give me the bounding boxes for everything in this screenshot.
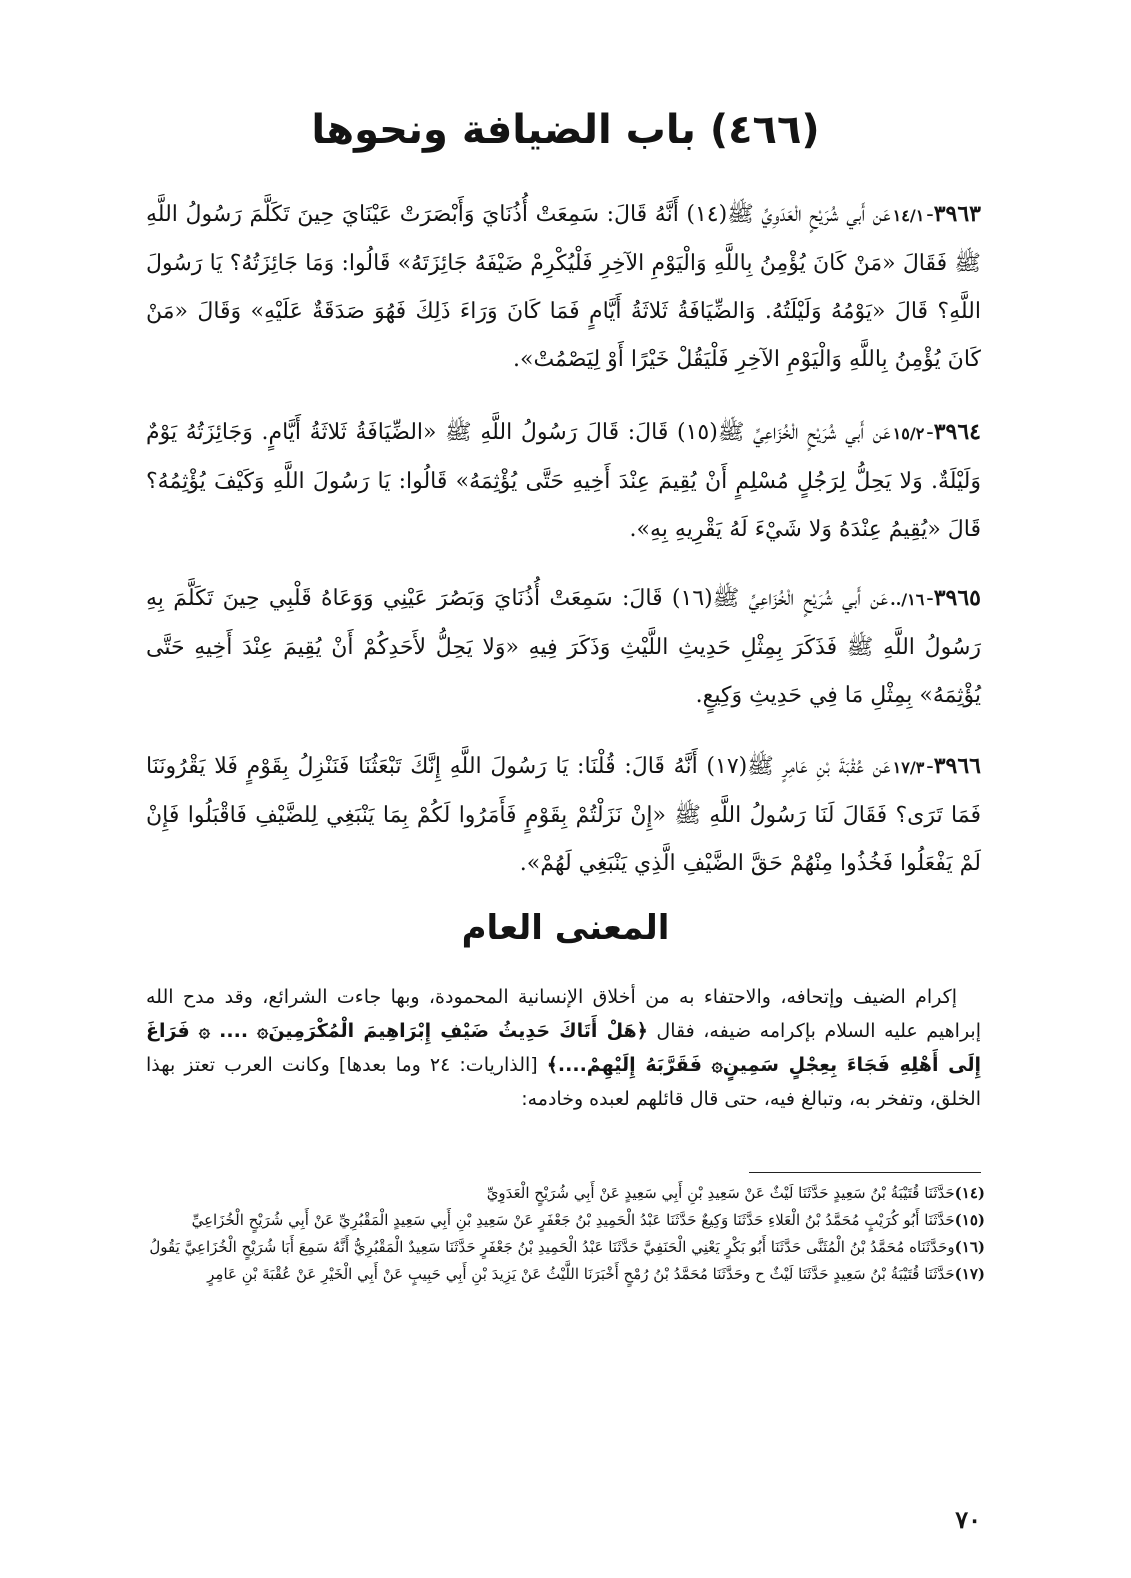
hadith-number: ٣٩٦٦ xyxy=(933,753,981,779)
chapter-title: (٤٦٦) باب الضيافة ونحوها xyxy=(311,107,820,153)
footnote-15 xyxy=(140,1207,985,1234)
footnote-mark: (١٧) xyxy=(954,1265,985,1283)
hadith-3964: ٣٩٦٤-١٥/٢عَن أَبي شُرَيْحٍ الْخُزَاعِيِّ ﷺ(١٥) قَالَ: قَالَ رَسُولُ اللَّهِ ﷺ «الضِّيَافَةُ ثَلاثَةُ أَيَّامٍ. وَجَائِزَتُهُ يَوْمٌ وَلَيْلَةٌ. وَلا يَحِلُّ لِرَجُلٍ مُسْلِمٍ أَنْ يُقِيمَ عِنْدَ أَخِيهِ حَتَّى يُؤْثِمَهُ» قَالُوا: يَا رَسُولَ اللَّهِ وَكَيْفَ يُؤْثِمُهُ؟ قَالَ «يُقِيمُ عِنْدَهُ وَلا شَيْءَ لَهُ يَقْرِيهِ بِهِ». xyxy=(146,419,981,542)
hadith-text: عَن عُقْبَةَ بْنِ عَامِرٍ ﷺ(١٧) أَنَّهُ قَالَ: قُلْنَا: يَا رَسُولَ اللَّهِ إِنَّكَ تَبْعَثُنَا فَنَنْزِلُ بِقَوْمٍ فَلا يَقْرُونَنَا فَمَا تَرَى؟ فَقَالَ لَنَا رَسُولُ اللَّهِ ﷺ «إِنْ نَزَلْتُمْ بِقَوْمٍ فَأَمَرُوا لَكُمْ بِمَا يَنْبَغِي لِلضَّيْفِ فَاقْبَلُوا فَإِنْ لَمْ يَفْعَلُوا فَخُذُوا مِنْهُمْ حَقَّ الضَّيْفِ الَّذِي يَنْبَغِي لَهُمْ». xyxy=(146,754,981,876)
footnote-text: حَدَّثَنَا أَبُو كُرَيْبٍ مُحَمَّدُ بْنُ الْعَلاءِ حَدَّثَنَا وَكِيعٌ حَدَّثَنَا عَبْدُ الْحَمِيدِ بْنُ جَعْفَرٍ عَنْ سَعِيدِ بْنِ أَبِي سَعِيدٍ الْمَقْبُرِيِّ عَنْ أَبِي شُرَيْحٍ الْخُزَاعِيِّ xyxy=(191,1211,955,1229)
footnote-text: حَدَّثَنَا قُتَيْبَةُ بْنُ سَعِيدٍ حَدَّثَنَا لَيْثٌ ح وحَدَّثَنَا مُحَمَّدُ بْنُ رُمْحٍ أَخْبَرَنَا اللَّيْثُ عَنْ يَزِيدَ بْنِ أَبِي حَبِيبٍ عَنْ أَبِي الْخَيْرِ عَنْ عُقْبَةَ بْنِ عَامِرٍ xyxy=(207,1265,955,1283)
footnote-mark: (١٦) xyxy=(954,1238,985,1256)
quran-quote: ﴿هَلْ أَتَاكَ حَدِيثُ ضَيْفِ إِبْرَاهِيمَ الْمُكْرَمِينَ۞ .... ۞ فَرَاغَ إِلَى أَهْلِهِ فَجَاءَ بِعِجْلٍ سَمِينٍ۞ فَقَرَّبَهُ إِلَيْهِمْ....﴾ xyxy=(146,1020,981,1076)
general-meaning-paragraph xyxy=(146,980,981,1116)
footnote-text: وحَدَّثَنَاه مُحَمَّدُ بْنُ الْمُثَنَّى حَدَّثَنَا أَبُو بَكْرٍ يَعْنِي الْحَنَفِيَّ حَدَّثَنَا عَبْدُ الْحَمِيدِ بْنُ جَعْفَرٍ حَدَّثَنَا سَعِيدٌ الْمَقْبُرِيُّ أَنَّهُ سَمِعَ أَبَا شُرَيْحٍ الْخُزَاعِيَّ يَقُولُ xyxy=(149,1238,955,1256)
hadith-ref: ١٥/٢ xyxy=(892,424,925,443)
hadith-ref: ١٦/.. xyxy=(890,590,925,609)
hadith-ref: ١٧/٣ xyxy=(892,758,925,777)
section-title: المعنى العام xyxy=(461,908,670,948)
hadith-3963: ٣٩٦٣-١٤/١عَن أَبي شُرَيْحٍ الْعَدَوِيِّ ﷺ(١٤) أَنَّهُ قَالَ: سَمِعَتْ أُذُنَايَ وَأَبْصَرَتْ عَيْنَايَ حِينَ تَكَلَّمَ رَسُولُ اللَّهِ ﷺ فَقَالَ «مَنْ كَانَ يُؤْمِنُ بِاللَّهِ وَالْيَوْمِ الآخِرِ فَلْيُكْرِمْ ضَيْفَهُ جَائِزَتَهُ» قَالُوا: وَمَا جَائِزَتُهُ؟ يَا رَسُولَ اللَّهِ؟ قَالَ «يَوْمُهُ وَلَيْلَتُهُ. وَالضِّيَافَةُ ثَلاثَةُ أَيَّامٍ فَمَا كَانَ وَرَاءَ ذَلِكَ فَهُوَ صَدَقَةٌ عَلَيْهِ» وَقَالَ «مَنْ كَانَ يُؤْمِنُ بِاللَّهِ وَالْيَوْمِ الآخِرِ فَلْيَقُلْ خَيْرًا أَوْ لِيَصْمُتْ». xyxy=(146,201,981,372)
hadith-number: ٣٩٦٤ xyxy=(933,419,981,445)
body-text-part1: إكرام الضيف وإتحافه، والاحتفاء به من أخلاق الإنسانية المحمودة، وبها جاءت الشرائع، وقد مدح الله إبراهيم عليه السلام بإكرامه ضيفه، فقال xyxy=(146,986,981,1042)
footnote-text: حَدَّثَنَا قُتَيْبَةُ بْنُ سَعِيدٍ حَدَّثَنَا لَيْثٌ عَنْ سَعِيدِ بْنِ أَبِي سَعِيدٍ عَنْ أَبِي شُرَيْحٍ الْعَدَوِيِّ xyxy=(486,1184,955,1202)
hadith-number: ٣٩٦٣ xyxy=(933,201,981,227)
footnotes-list xyxy=(140,1180,985,1288)
footnote-divider xyxy=(749,1172,981,1173)
body-text-part2: [الذاريات: ٢٤ وما بعدها] وكانت العرب تعتز بهذا الخلق، وتفخر به، وتبالغ فيه، حتى قال قائلهم لعبده وخادمه: xyxy=(146,1054,981,1110)
hadith-text: عَن أَبي شُرَيْحٍ الْعَدَوِيِّ ﷺ(١٤) أَنَّهُ قَالَ: سَمِعَتْ أُذُنَايَ وَأَبْصَرَتْ عَيْنَايَ حِينَ تَكَلَّمَ رَسُولُ اللَّهِ ﷺ فَقَالَ «مَنْ كَانَ يُؤْمِنُ بِاللَّهِ وَالْيَوْمِ الآخِرِ فَلْيُكْرِمْ ضَيْفَهُ جَائِزَتَهُ» قَالُوا: وَمَا جَائِزَتُهُ؟ يَا رَسُولَ اللَّهِ؟ قَالَ «يَوْمُهُ وَلَيْلَتُهُ. وَالضِّيَافَةُ ثَلاثَةُ أَيَّامٍ فَمَا كَانَ وَرَاءَ ذَلِكَ فَهُوَ صَدَقَةٌ عَلَيْهِ» وَقَالَ «مَنْ كَانَ يُؤْمِنُ بِاللَّهِ وَالْيَوْمِ الآخِرِ فَلْيَقُلْ خَيْرًا أَوْ لِيَصْمُتْ». xyxy=(146,202,981,372)
footnote-mark: (١٥) xyxy=(954,1211,985,1229)
hadith-text: عَن أَبي شُرَيْحٍ الْخُزَاعِيِّ ﷺ(١٥) قَالَ: قَالَ رَسُولُ اللَّهِ ﷺ «الضِّيَافَةُ ثَلاثَةُ أَيَّامٍ. وَجَائِزَتُهُ يَوْمٌ وَلَيْلَةٌ. وَلا يَحِلُّ لِرَجُلٍ مُسْلِمٍ أَنْ يُقِيمَ عِنْدَ أَخِيهِ حَتَّى يُؤْثِمَهُ» قَالُوا: يَا رَسُولَ اللَّهِ وَكَيْفَ يُؤْثِمُهُ؟ قَالَ «يُقِيمُ عِنْدَهُ وَلا شَيْءَ لَهُ يَقْرِيهِ بِهِ». xyxy=(146,420,981,542)
page-number: ٧٠ xyxy=(955,1505,981,1534)
hadith-text: عَن أَبي شُرَيْحٍ الْخُزَاعِيِّ ﷺ(١٦) قَالَ: سَمِعَتْ أُذُنَايَ وَبَصُرَ عَيْنِي وَوَعَاهُ قَلْبِي حِينَ تَكَلَّمَ بِهِ رَسُولُ اللَّهِ ﷺ فَذَكَرَ بِمِثْلِ حَدِيثِ اللَّيْثِ وَذَكَرَ فِيهِ «وَلا يَحِلُّ لأَحَدِكُمْ أَنْ يُقِيمَ عِنْدَ أَخِيهِ حَتَّى يُؤْثِمَهُ» بِمِثْلِ مَا فِي حَدِيثِ وَكِيعٍ. xyxy=(146,586,981,708)
hadith-number: ٣٩٦٥ xyxy=(933,585,981,611)
footnote-mark: (١٤) xyxy=(954,1184,985,1202)
hadith-3966: ٣٩٦٦-١٧/٣عَن عُقْبَةَ بْنِ عَامِرٍ ﷺ(١٧) أَنَّهُ قَالَ: قُلْنَا: يَا رَسُولَ اللَّهِ إِنَّكَ تَبْعَثُنَا فَنَنْزِلُ بِقَوْمٍ فَلا يَقْرُونَنَا فَمَا تَرَى؟ فَقَالَ لَنَا رَسُولُ اللَّهِ ﷺ «إِنْ نَزَلْتُمْ بِقَوْمٍ فَأَمَرُوا لَكُمْ بِمَا يَنْبَغِي لِلضَّيْفِ فَاقْبَلُوا فَإِنْ لَمْ يَفْعَلُوا فَخُذُوا مِنْهُمْ حَقَّ الضَّيْفِ الَّذِي يَنْبَغِي لَهُمْ». xyxy=(146,753,981,876)
footnote-17 xyxy=(140,1261,985,1288)
footnote-16 xyxy=(140,1234,985,1261)
hadith-ref: ١٤/١ xyxy=(892,206,925,225)
hadith-3965: ٣٩٦٥-١٦/..عَن أَبي شُرَيْحٍ الْخُزَاعِيِّ ﷺ(١٦) قَالَ: سَمِعَتْ أُذُنَايَ وَبَصُرَ عَيْنِي وَوَعَاهُ قَلْبِي حِينَ تَكَلَّمَ بِهِ رَسُولُ اللَّهِ ﷺ فَذَكَرَ بِمِثْلِ حَدِيثِ اللَّيْثِ وَذَكَرَ فِيهِ «وَلا يَحِلُّ لأَحَدِكُمْ أَنْ يُقِيمَ عِنْدَ أَخِيهِ حَتَّى يُؤْثِمَهُ» بِمِثْلِ مَا فِي حَدِيثِ وَكِيعٍ. xyxy=(146,585,981,708)
footnote-14 xyxy=(140,1180,985,1207)
